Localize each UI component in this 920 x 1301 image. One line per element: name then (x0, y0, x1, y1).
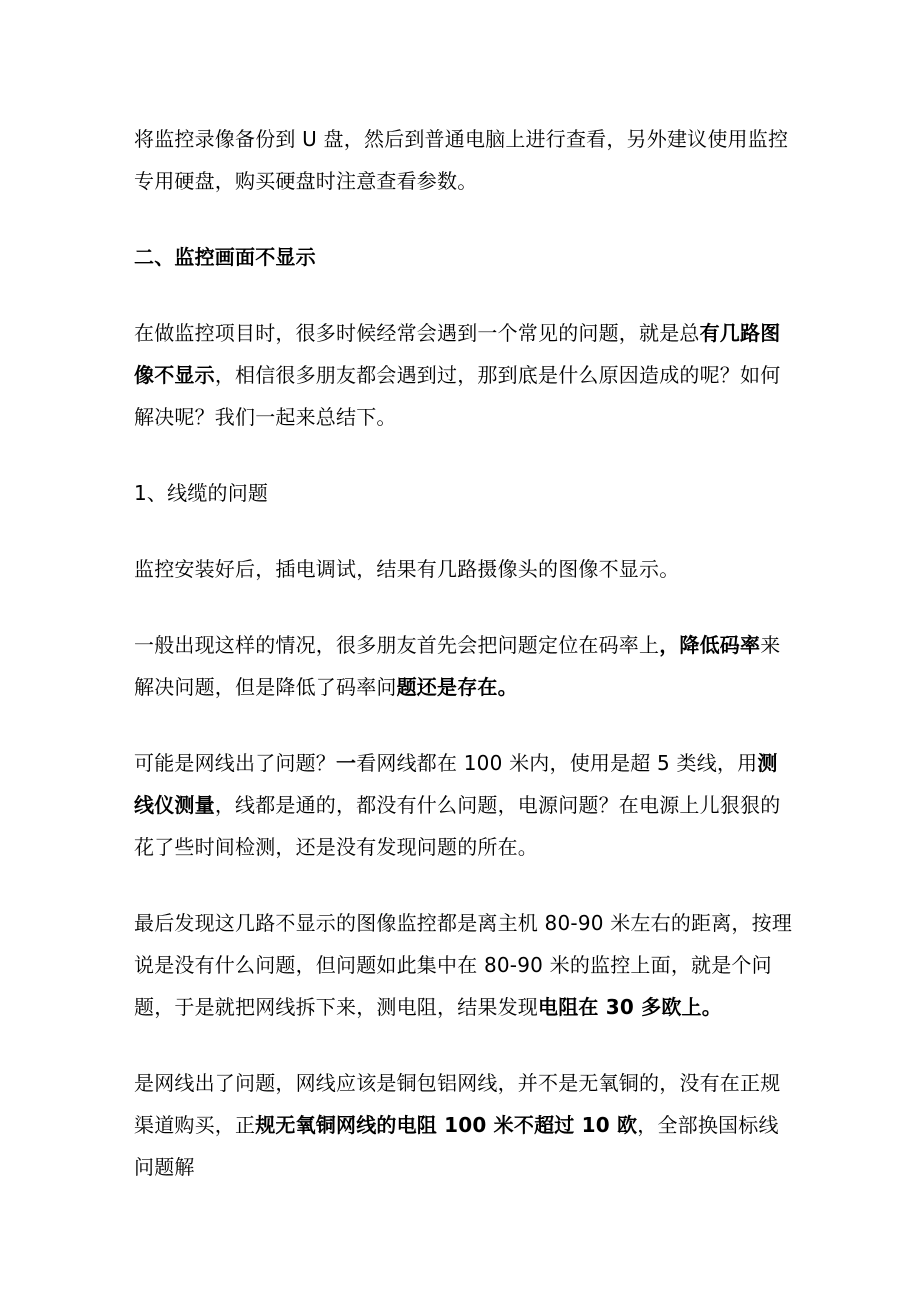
text-segment: 是网线出了问题，网线应该是铜包铝网线，并不是无氧铜的，没有在正规渠道购买，正 (134, 1071, 781, 1137)
bold-segment: 测线仪测量 (134, 751, 778, 817)
paragraph-backup-advice (134, 118, 796, 202)
text-segment: 一般出现这样的情况，很多朋友首先会把问题定位在码率上 (134, 633, 660, 657)
bold-segment: 电阻在 30 多欧上。 (538, 995, 722, 1019)
text-segment: ，全部换国标线问题解 (134, 1113, 779, 1179)
text-segment: ，线都是通的，都没有什么问题，电源问题？在电源上儿狠狠的花了些时间检测，还是没有发现问题的所在。 (134, 793, 781, 859)
text-segment: 来解决问题，但是降低了码率问 (134, 633, 781, 699)
document-page (134, 118, 796, 1188)
paragraph-cable-conclusion (134, 1062, 796, 1188)
text-segment: 监控安装好后，插电调试，结果有几路摄像头的图像不显示。 (134, 557, 680, 581)
bold-segment: 一 (336, 751, 357, 775)
bold-segment: 题还是存在。 (396, 675, 518, 699)
bold-segment: 规无氧铜网线的电阻 100 米不超过 10 欧 (255, 1113, 638, 1137)
paragraph-intro-problem (134, 312, 796, 438)
bold-segment: 有几路图像不显示 (134, 321, 781, 387)
text-segment: 最后发现这几路不显示的图像监控都是离主机 80-90 米左右的距离，按理说是没有什么问题，但问题如此集中在 80-90 米的监控上面，就是个问题，于是就把网线拆下来，测电阻，结果发现 (134, 911, 793, 1019)
text-segment: 看网线都在 100 米内，使用是超 5 类线，用 (356, 751, 758, 775)
text-segment: 可能是网线出了问题？ (134, 751, 336, 775)
bold-segment: ，降低码率 (659, 633, 761, 657)
text-segment: 将监控录像备份到 U 盘，然后到普通电脑上进行查看，另外建议使用监控专用硬盘，购买硬盘时注意查看参数。 (134, 127, 789, 193)
section-heading-no-display (134, 236, 796, 278)
paragraph-bitrate (134, 624, 796, 708)
heading-text: 二、监控画面不显示 (134, 245, 316, 269)
text-segment: ，相信很多朋友都会遇到过，那到底是什么原因造成的呢？如何解决呢？我们一起来总结下。 (134, 363, 781, 429)
paragraph-resistance-finding (134, 902, 796, 1028)
text-segment: 在做监控项目时，很多时候经常会遇到一个常见的问题，就是总 (134, 321, 700, 345)
paragraph-cable-check (134, 742, 796, 868)
subheading-text: 1、线缆的问题 (134, 481, 269, 505)
paragraph-install-debug (134, 548, 796, 590)
subheading-cable-problem (134, 472, 796, 514)
